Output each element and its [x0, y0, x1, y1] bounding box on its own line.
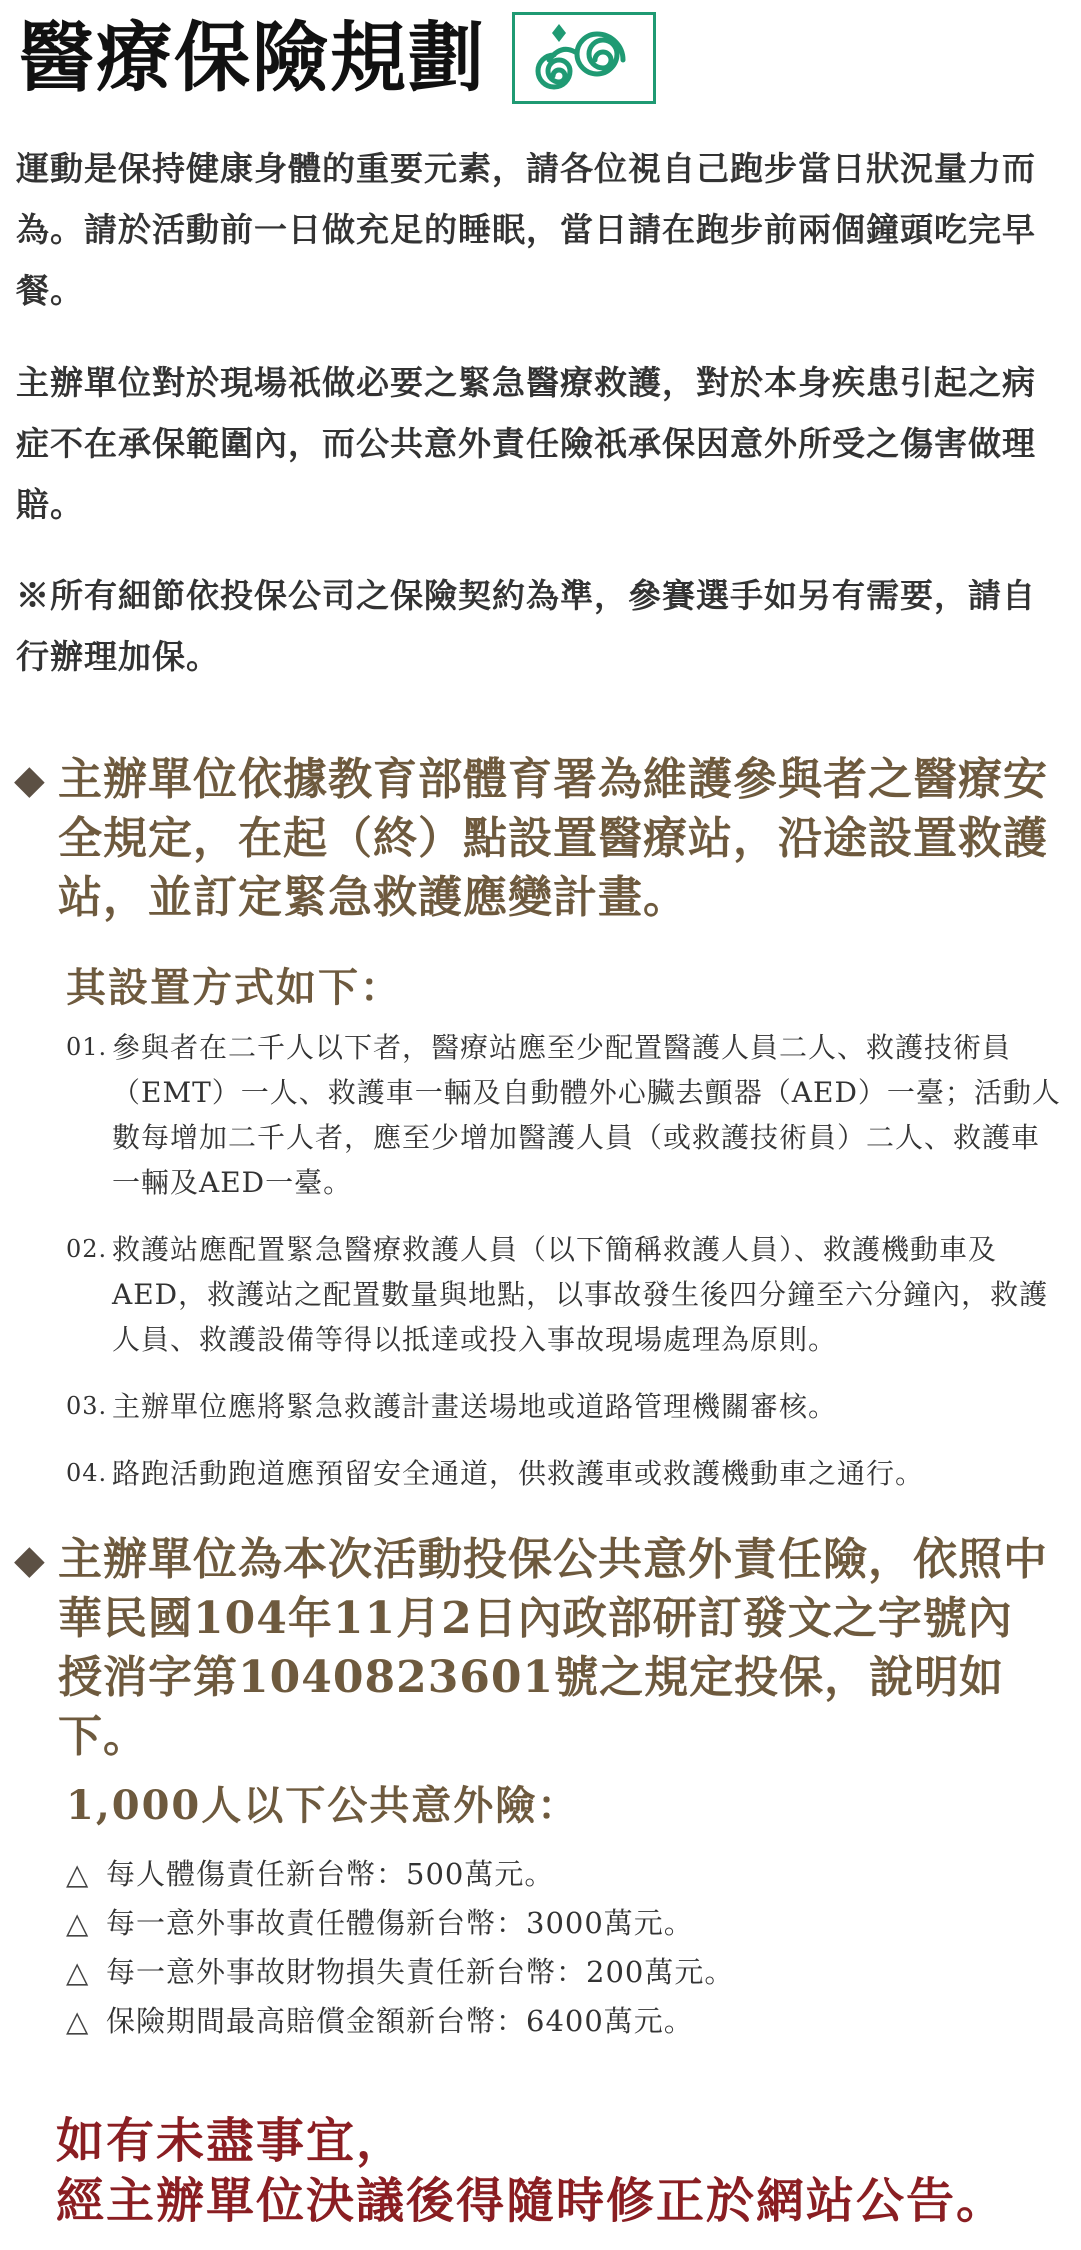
triangle-bullet-icon: △: [66, 1906, 90, 1940]
triangle-bullet-icon: △: [66, 1955, 90, 1989]
notice-line-2: 經主辦單位決議後得隨時修正於網站公告。: [56, 2173, 1007, 2229]
section1-subheading: 其設置方式如下：: [66, 964, 402, 1011]
list-item: [66, 1384, 1066, 1429]
header: [18, 10, 656, 106]
intro-paragraph-3: ※所有細節依投保公司之保險契約為準，參賽選手如另有需要，請自行辦理加保。: [16, 576, 1036, 676]
triangle-bullet-icon: △: [66, 1857, 90, 1891]
intro-paragraph-1: 運動是保持健康身體的重要元素，請各位視自己跑步當日狀況量力而為。請於活動前一日做充足的睡眠，當日請在跑步前兩個鐘頭吃完早餐。: [16, 149, 1036, 310]
notice-line-1: 如有未盡事宜，: [56, 2113, 407, 2169]
section1-list: [66, 1025, 1066, 1518]
list-item-number: 03.: [66, 1392, 108, 1420]
list-item-text: 救護站應配置緊急醫療救護人員（以下簡稱救護人員）、救護機動車及AED，救護站之配置數量與地點，以事故發生後四分鐘至六分鐘內，救護人員、救護設備等得以抵達或投入事故現場處理為原則。: [112, 1233, 1049, 1356]
section1-heading-text: 主辦單位依據教育部體育署為維護參與者之醫療安全規定，在起（終）點設置醫療站，沿途設置救護站，並訂定緊急救護應變計畫。: [58, 754, 1048, 923]
list-item: [66, 1451, 1066, 1496]
list-item: [66, 1850, 1066, 1899]
section2-subheading: 1,000人以下公共意外險：: [66, 1782, 580, 1829]
section2-heading-text: 主辦單位為本次活動投保公共意外責任險，依照中華民國104年11月2日內政部研訂發文之字號內授消字第1040823601號之規定投保，說明如下。: [58, 1534, 1048, 1762]
list-item-text: 路跑活動跑道應預留安全通道，供救護車或救護機動車之通行。: [112, 1457, 925, 1490]
list-item: [66, 1227, 1066, 1362]
list-item: [66, 1948, 1066, 1997]
page-title: 醫療保險規劃: [18, 13, 486, 102]
list-item-number: 02.: [66, 1235, 108, 1263]
list-item-text: 每一意外事故責任體傷新台幣：3000萬元。: [106, 1906, 694, 1940]
intro-paragraph-2: 主辦單位對於現場祇做必要之緊急醫療救護，對於本身疾患引起之病症不在承保範圍內，而公共意外責任險祇承保因意外所受之傷害做理賠。: [16, 363, 1036, 524]
list-item-text: 每一意外事故財物損失責任新台幣：200萬元。: [106, 1955, 735, 1989]
triangle-bullet-icon: △: [66, 2004, 90, 2038]
list-item-number: 04.: [66, 1459, 108, 1487]
list-item-number: 01.: [66, 1033, 108, 1061]
section2-list: [66, 1850, 1066, 2046]
list-item-text: 主辦單位應將緊急救護計畫送場地或道路管理機關審核。: [112, 1390, 838, 1423]
diamond-bullet-icon: ◆: [14, 1536, 46, 1583]
section1-heading: [14, 750, 1054, 927]
list-item: [66, 1025, 1066, 1205]
diamond-bullet-icon: ◆: [14, 756, 46, 803]
list-item-text: 每人體傷責任新台幣：500萬元。: [106, 1857, 555, 1891]
list-item: [66, 1899, 1066, 1948]
list-item-text: 保險期間最高賠償金額新台幣：6400萬元。: [106, 2004, 694, 2038]
list-item: [66, 1997, 1066, 2046]
spiral-logo-icon: [512, 12, 656, 104]
section2-heading: [14, 1530, 1054, 1766]
list-item-text: 參與者在二千人以下者，醫療站應至少配置醫護人員二人、救護技術員（EMT）一人、救護車一輛及自動體外心臟去顫器（AED）一臺；活動人數每增加二千人者，應至少增加醫護人員（或救護技術員）二人、救護車一輛及AED一臺。: [112, 1031, 1061, 1199]
